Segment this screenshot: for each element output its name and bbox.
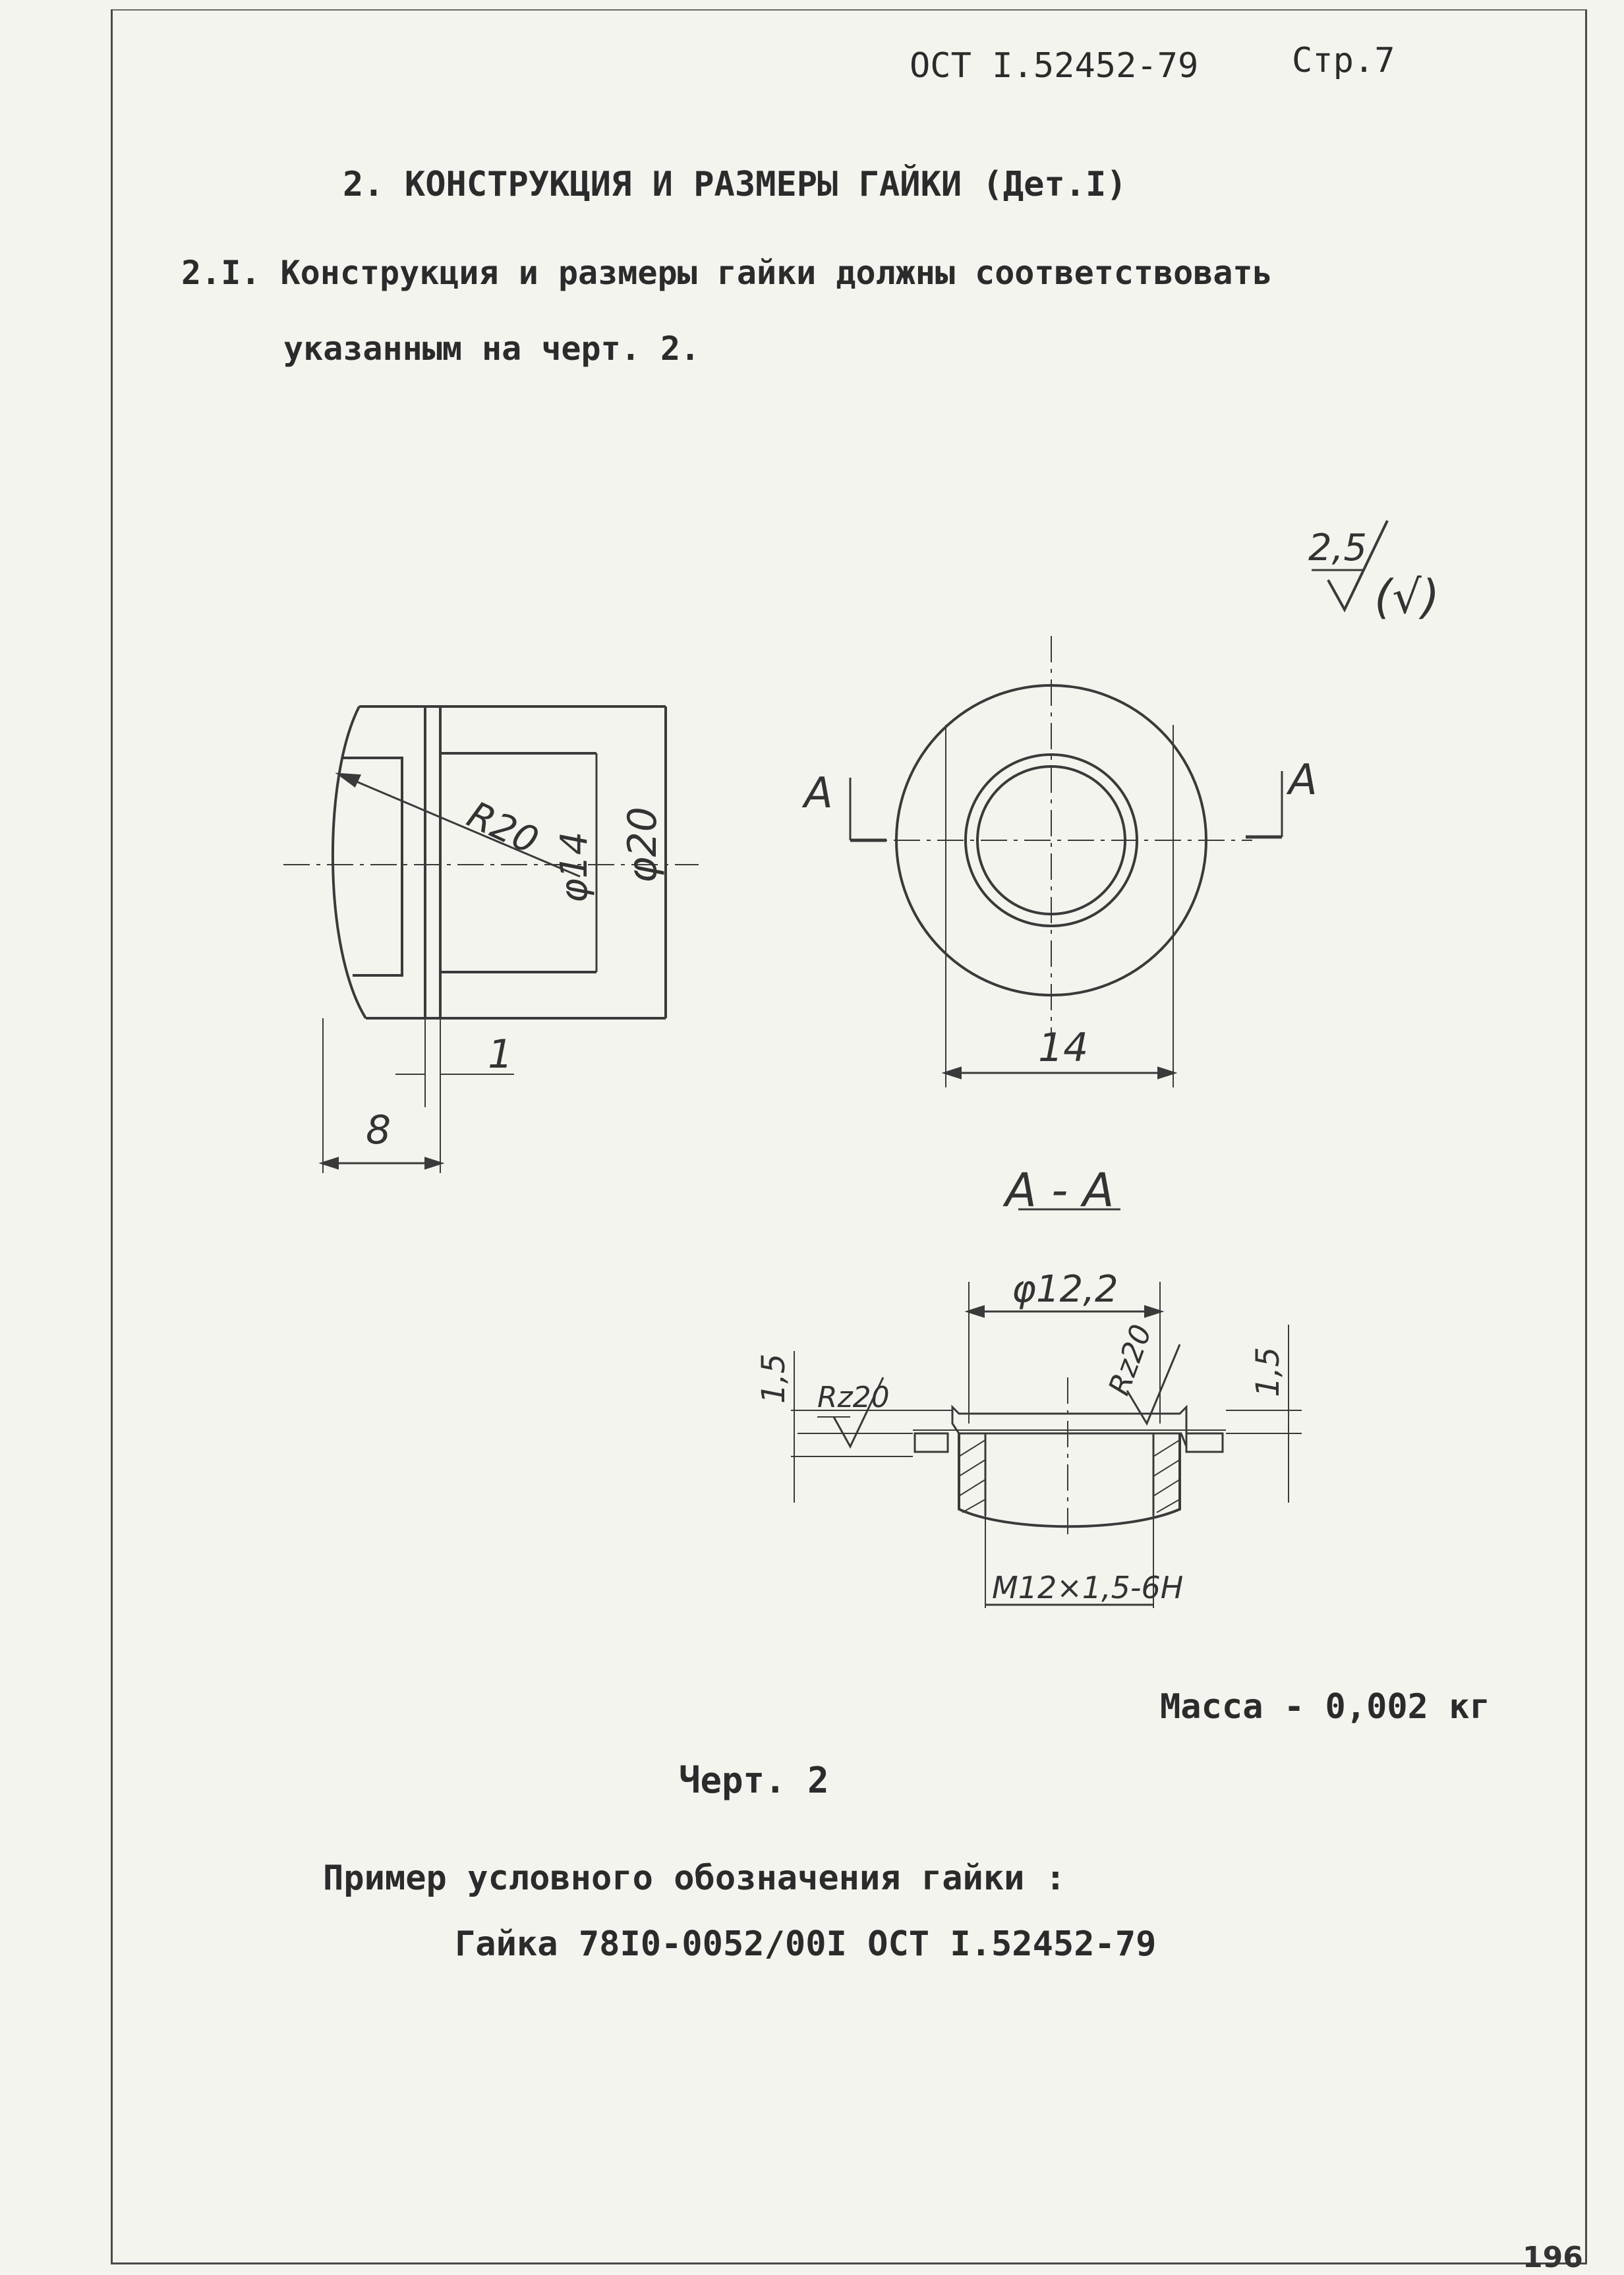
side-length-label: 8 bbox=[366, 1107, 392, 1153]
side-flange-label: 1 bbox=[488, 1031, 513, 1078]
section-mark-left: A bbox=[804, 769, 833, 818]
clause-line-1: 2.I. Конструкция и размеры гайки должны соответствовать bbox=[181, 254, 1273, 292]
page-number: Стр.7 bbox=[1292, 41, 1395, 80]
section-rough-right: Rz20 bbox=[1102, 1320, 1159, 1400]
side-inner-dia-label: φ14 bbox=[553, 831, 596, 903]
section-dia-label: φ12,2 bbox=[1012, 1268, 1118, 1311]
mass-label: Масса - 0,002 кг bbox=[1160, 1687, 1490, 1727]
section-thread-label: M12×1,5-6H bbox=[992, 1570, 1184, 1605]
clause-line-2: указанным на черт. 2. bbox=[283, 330, 701, 368]
section-rough-left: Rz20 bbox=[817, 1381, 890, 1414]
example-heading: Пример условного обозначения гайки : bbox=[323, 1858, 1066, 1898]
roughness-value: 2,5 bbox=[1308, 527, 1368, 569]
section-title: 2. КОНСТРУКЦИЯ И РАЗМЕРЫ ГАЙКИ (Дет.I) bbox=[343, 165, 1127, 204]
example-designation: Гайка 78I0-0052/00I ОСТ I.52452-79 bbox=[455, 1924, 1157, 1964]
side-radius-label: R20 bbox=[461, 793, 545, 863]
section-height-left: 1,5 bbox=[755, 1353, 792, 1404]
section-mark-right: A bbox=[1289, 756, 1318, 805]
roughness-bracket: (√) bbox=[1374, 570, 1440, 624]
standard-number: ОСТ I.52452-79 bbox=[910, 46, 1199, 86]
section-title: А - А bbox=[1005, 1163, 1115, 1217]
front-view bbox=[850, 636, 1282, 1087]
sheet-number: 196 bbox=[1522, 2241, 1583, 2274]
section-height-right: 1,5 bbox=[1250, 1346, 1287, 1397]
side-view bbox=[283, 706, 699, 1173]
side-outer-dia-label: φ20 bbox=[620, 807, 666, 883]
front-width-label: 14 bbox=[1038, 1025, 1089, 1071]
figure-caption: Черт. 2 bbox=[679, 1760, 829, 1801]
